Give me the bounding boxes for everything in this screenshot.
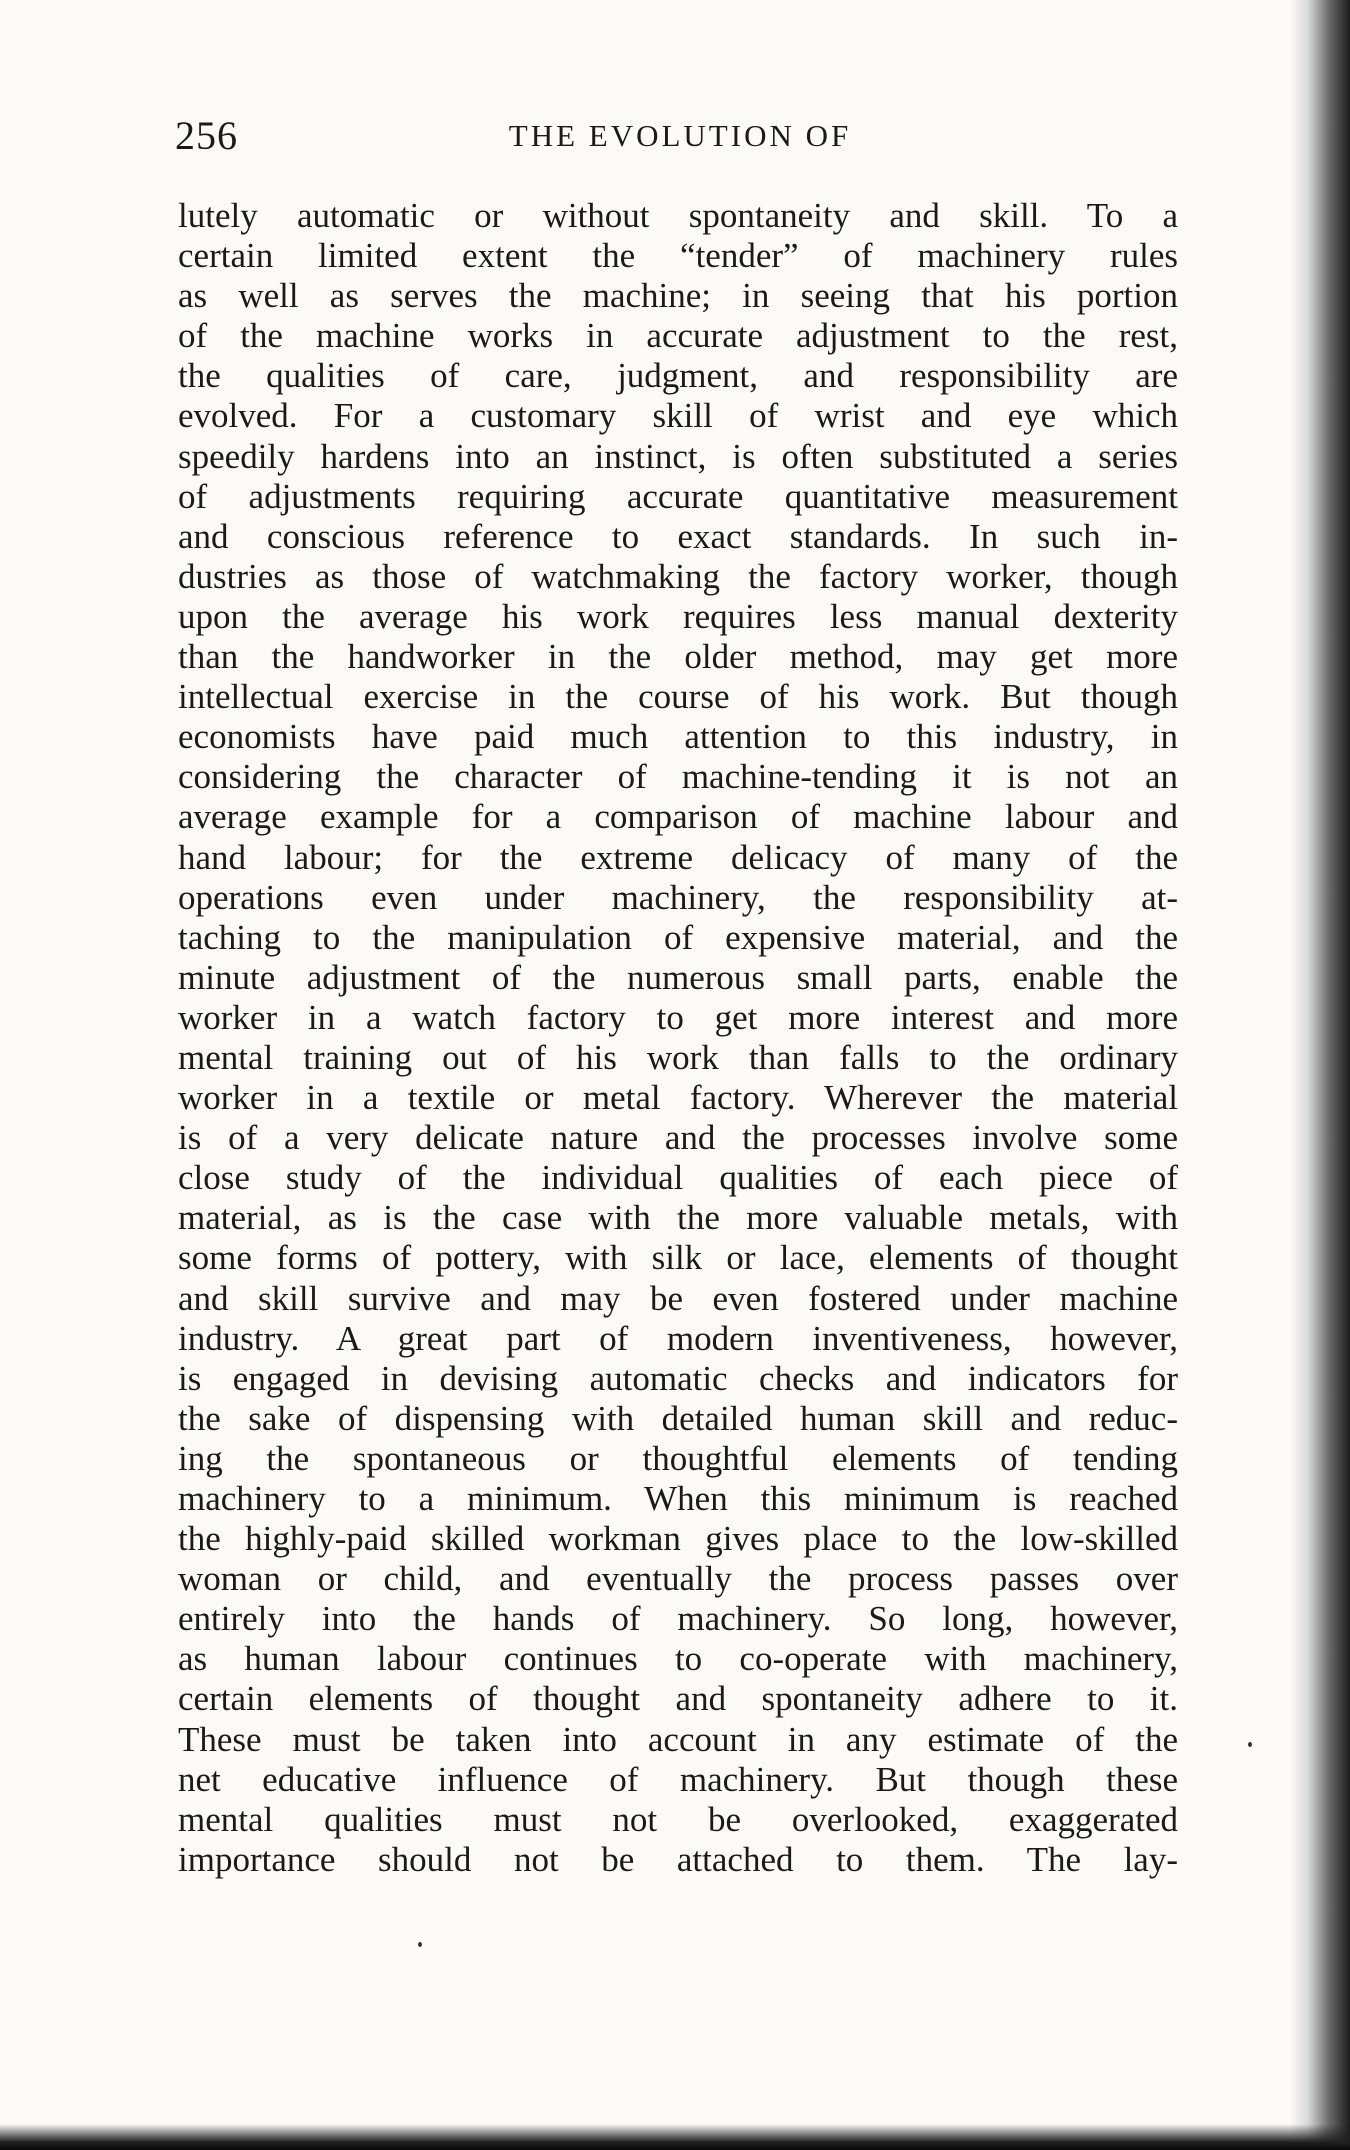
text-line: industry. A great part of modern inventiveness, however, bbox=[178, 1318, 1178, 1358]
text-line: close study of the individual qualities of each piece of bbox=[178, 1158, 1178, 1198]
text-line: certain limited extent the “tender” of machinery rules bbox=[178, 236, 1178, 276]
text-line: economists have paid much attention to this industry, in bbox=[178, 717, 1178, 757]
text-line: and conscious reference to exact standards. In such in- bbox=[178, 516, 1178, 556]
text-line: average example for a comparison of machine labour and bbox=[178, 797, 1178, 837]
page-number: 256 bbox=[175, 113, 238, 158]
text-line: evolved. For a customary skill of wrist and eye which bbox=[178, 396, 1178, 436]
running-title: THE EVOLUTION OF bbox=[508, 118, 852, 153]
text-line: and skill survive and may be even fostered under machine bbox=[178, 1278, 1178, 1318]
running-head bbox=[175, 112, 1185, 162]
text-line: dustries as those of watchmaking the factory worker, though bbox=[178, 556, 1178, 596]
binding-shadow bbox=[1290, 0, 1350, 2150]
text-line: ing the spontaneous or thoughtful elements of tending bbox=[178, 1438, 1178, 1478]
text-line: than the handworker in the older method, may get more bbox=[178, 637, 1178, 677]
text-line: worker in a textile or metal factory. Wherever the material bbox=[178, 1078, 1178, 1118]
text-line: certain elements of thought and spontaneity adhere to it. bbox=[178, 1679, 1178, 1719]
text-line: considering the character of machine-tending it is not an bbox=[178, 757, 1178, 797]
text-line: some forms of pottery, with silk or lace, elements of thought bbox=[178, 1238, 1178, 1278]
text-line: as human labour continues to co-operate with machinery, bbox=[178, 1639, 1178, 1679]
text-line: the qualities of care, judgment, and responsibility are bbox=[178, 356, 1178, 396]
text-line: mental qualities must not be overlooked, exaggerated bbox=[178, 1799, 1178, 1839]
text-line: minute adjustment of the numerous small parts, enable the bbox=[178, 957, 1178, 997]
page-bottom-edge bbox=[0, 2124, 1350, 2150]
ink-speck bbox=[1248, 1742, 1252, 1747]
ink-speck bbox=[418, 1942, 422, 1947]
text-line: intellectual exercise in the course of his work. But though bbox=[178, 677, 1178, 717]
text-line: of the machine works in accurate adjustment to the rest, bbox=[178, 316, 1178, 356]
text-line: material, as is the case with the more valuable metals, with bbox=[178, 1198, 1178, 1238]
text-line: the highly-paid skilled workman gives place to the low-skilled bbox=[178, 1519, 1178, 1559]
text-line: machinery to a minimum. When this minimum is reached bbox=[178, 1479, 1178, 1518]
text-line: lutely automatic or without spontaneity and skill. To a bbox=[178, 196, 1178, 235]
text-line: net educative influence of machinery. But though these bbox=[178, 1759, 1178, 1799]
text-line: speedily hardens into an instinct, is often substituted a series bbox=[178, 436, 1178, 476]
text-line: operations even under machinery, the responsibility at- bbox=[178, 877, 1178, 917]
text-line: of adjustments requiring accurate quantitative measurement bbox=[178, 476, 1178, 516]
text-line: These must be taken into account in any estimate of the bbox=[178, 1719, 1178, 1759]
text-line: is of a very delicate nature and the processes involve some bbox=[178, 1118, 1178, 1158]
text-line: importance should not be attached to them. The lay- bbox=[178, 1839, 1178, 1879]
text-line: entirely into the hands of machinery. So long, however, bbox=[178, 1599, 1178, 1639]
text-line: upon the average his work requires less manual dexterity bbox=[178, 596, 1178, 636]
text-line: the sake of dispensing with detailed human skill and reduc- bbox=[178, 1398, 1178, 1438]
text-line: hand labour; for the extreme delicacy of many of the bbox=[178, 837, 1178, 877]
text-line: as well as serves the machine; in seeing that his portion bbox=[178, 276, 1178, 316]
text-line: woman or child, and eventually the process passes over bbox=[178, 1559, 1178, 1599]
text-line: is engaged in devising automatic checks and indicators for bbox=[178, 1358, 1178, 1398]
text-line: mental training out of his work than falls to the ordinary bbox=[178, 1037, 1178, 1077]
body-text bbox=[178, 196, 1178, 1880]
text-line: worker in a watch factory to get more interest and more bbox=[178, 997, 1178, 1037]
text-line: taching to the manipulation of expensive material, and the bbox=[178, 917, 1178, 957]
